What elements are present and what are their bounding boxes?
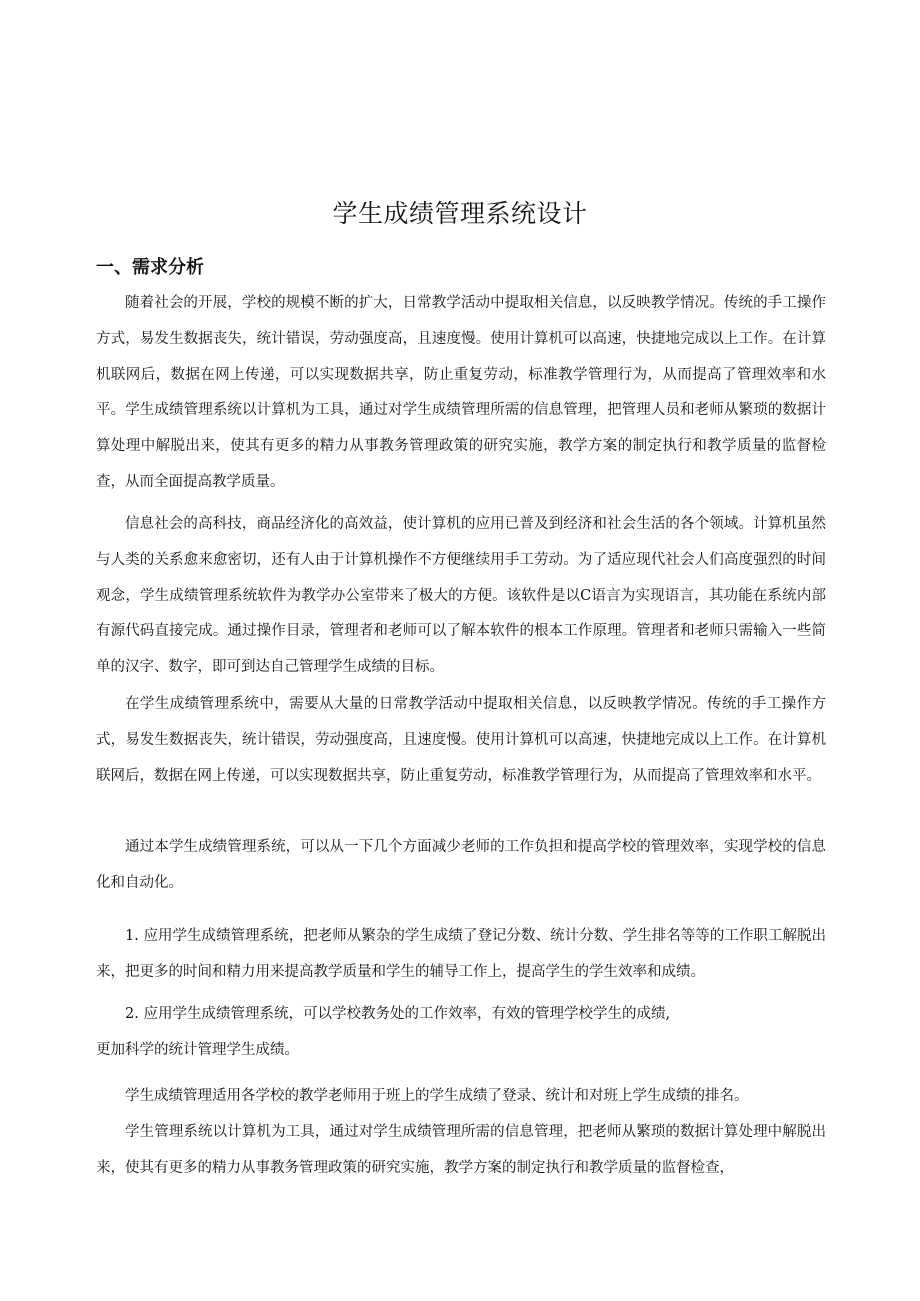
paragraph-4: 通过本学生成绩管理系统，可以从一下几个方面减少老师的工作负担和提高学校的管理效率，实现学校的信息化和自动化。 <box>96 839 826 891</box>
document-title: 学生成绩管理系统设计 <box>332 199 588 228</box>
list-item-1: 1. 应用学生成绩管理系统，把老师从繁杂的学生成绩了登记分数、统计分数、学生排名等等的工作职工解脱出来，把更多的时间和精力用来提高教学质量和学生的辅导工作上，提高学生的学生效率和成绩。 <box>96 928 826 980</box>
paragraph-7: 学生成绩管理适用各学校的教学老师用于班上的学生成绩了登录、统计和对班上学生成绩的排名。 <box>125 1088 749 1104</box>
list-item-2-continuation: 更加科学的统计管理学生成绩。 <box>96 1042 299 1058</box>
paragraph-3: 在学生成绩管理系统中，需要从大量的日常教学活动中提取相关信息，以反映教学情况。传统的手工操作方式，易发生数据丧失，统计错误，劳动强度高，且速度慢。使用计算机可以高速，快捷地完成以上工作。在计算机联网后，数据在网上传递，可以实现数据共享，防止重复劳动，标准教学管理行为，从而提高了管理效率和水平。 <box>96 696 826 784</box>
paragraph-2: 信息社会的高科技，商品经济化的高效益，使计算机的应用已普及到经济和社会生活的各个领域。计算机虽然与人类的关系愈来愈密切，还有人由于计算机操作不方便继续用手工劳动。为了适应现代社会人们高度强烈的时间观念，学生成绩管理系统软件为教学办公室带来了极大的方便。该软件是以C语言为实现语言，其功能在系统内部有源代码直接完成。通过操作目录，管理者和老师可以了解本软件的根本工作原理。管理者和老师只需输入一些简单的汉字、数字，即可到达自己管理学生成绩的目标。 <box>96 516 826 676</box>
list-item-2: 2. 应用学生成绩管理系统，可以学校教务处的工作效率，有效的管理学校学生的成绩, <box>125 1006 671 1022</box>
paragraph-8: 学生管理系统以计算机为工具，通过对学生成绩管理所需的信息管理，把老师从繁琐的数据计算处理中解脱出来，使其有更多的精力从事教务管理政策的研究实施，教学方案的制定执行和教学质量的监督检查， <box>96 1124 826 1176</box>
paragraph-1: 随着社会的开展，学校的规模不断的扩大，日常教学活动中提取相关信息，以反映教学情况。传统的手工操作方式，易发生数据丧失，统计错误，劳动强度高，且速度慢。使用计算机可以高速，快捷地完成以上工作。在计算机联网后，数据在网上传递，可以实现数据共享，防止重复劳动，标准教学管理行为，从而提高了管理效率和水平。学生成绩管理系统以计算机为工具，通过对学生成绩管理所需的信息管理，把管理人员和老师从繁琐的数据计算处理中解脱出来，使其有更多的精力从事教务管理政策的研究实施，教学方案的制定执行和教学质量的监督检查，从而全面提高教学质量。 <box>96 295 826 490</box>
section-heading: 一、需求分析 <box>96 257 204 278</box>
